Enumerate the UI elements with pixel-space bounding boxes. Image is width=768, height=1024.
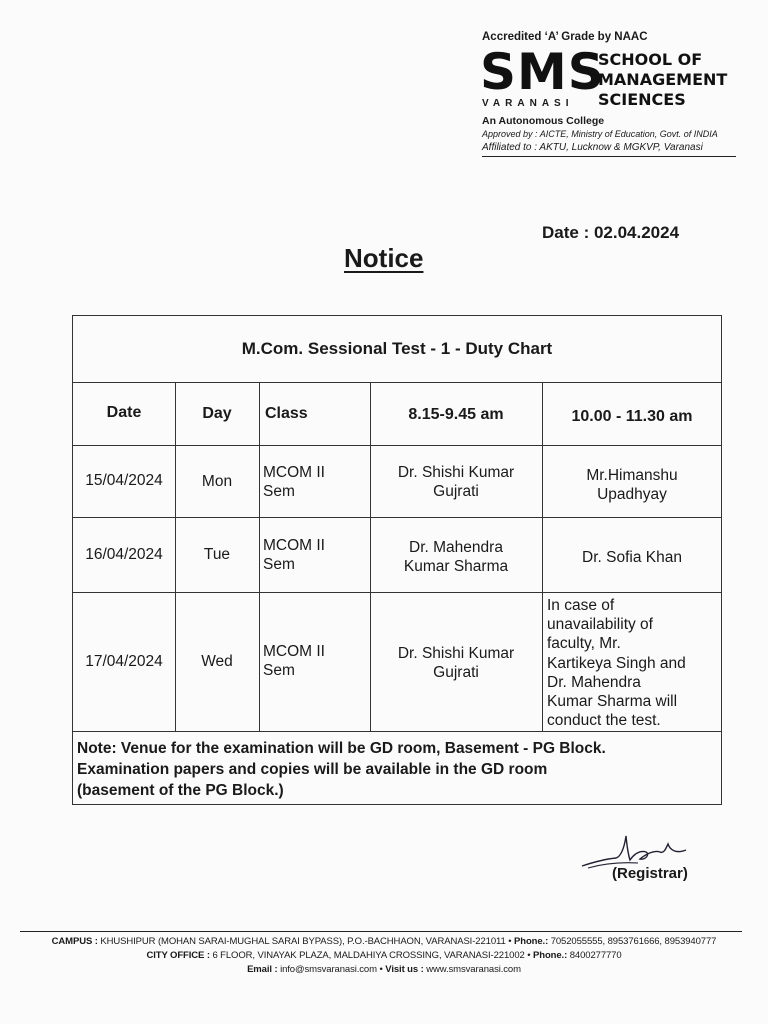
header-date: Date	[106, 404, 142, 421]
row2-slot1	[370, 538, 542, 576]
row1-slot1-line1: Dr. Shishi Kumar	[397, 464, 515, 481]
row3-slot2-line: Kartikeya Singh and	[547, 654, 686, 672]
row-divider	[73, 517, 721, 518]
footer-campus: CAMPUS : KHUSHIPUR (MOHAN SARAI-MUGHAL SARAI BYPASS), P.O.-BACHHAON, VARANASI-221011 • Phone.: 7052055555, 8953761666, 8953940777	[51, 936, 717, 947]
row2-slot1-line1: Dr. Mahendra	[409, 539, 503, 556]
website-label: Visit us :	[385, 964, 424, 975]
campus-address: KHUSHIPUR (MOHAN SARAI-MUGHAL SARAI BYPASS), P.O.-BACHHAON, VARANASI-221011	[100, 936, 506, 947]
logo-city: VARANASI	[482, 98, 574, 109]
row-divider	[73, 445, 721, 446]
campus-phone: 7052055555, 8953761666, 8953940777	[550, 936, 717, 947]
city-phone: 8400277770	[569, 950, 622, 961]
affiliated-text: Affiliated to : AKTU, Lucknow & MGKVP, Varanasi	[482, 142, 703, 153]
footer-city-office: CITY OFFICE : 6 FLOOR, VINAYAK PLAZA, MALDAHIYA CROSSING, VARANASI-221002 • Phone.: 8400277770	[146, 950, 622, 961]
row1-class-line1: MCOM II	[263, 464, 325, 481]
registrar-label: (Registrar)	[612, 865, 688, 882]
row2-class	[263, 536, 367, 574]
row3-class-line2: Sem	[263, 662, 295, 679]
row1-class	[263, 463, 367, 501]
row1-day: Mon	[201, 473, 233, 490]
school-name	[598, 50, 727, 110]
school-name-line1: SCHOOL OF	[598, 50, 703, 69]
note-line: Examination papers and copies will be available in the GD room	[77, 761, 548, 778]
footer-divider	[20, 931, 742, 932]
row3-slot2	[547, 596, 723, 730]
row1-slot1-line2: Gujrati	[433, 483, 479, 500]
row2-slot1-line2: Kumar Sharma	[403, 558, 509, 575]
campus-label: CAMPUS :	[51, 936, 98, 947]
note-line: Note: Venue for the examination will be GD room, Basement - PG Block.	[77, 740, 606, 757]
campus-phone-label: Phone.:	[514, 936, 549, 947]
row1-date: 15/04/2024	[85, 472, 163, 489]
approved-text: Approved by : AICTE, Ministry of Education, Govt. of INDIA	[482, 129, 718, 139]
row1-class-line2: Sem	[263, 483, 295, 500]
row-divider	[73, 731, 721, 732]
header-day: Day	[202, 405, 232, 422]
row3-slot2-line: conduct the test.	[547, 712, 661, 730]
website-link[interactable]: www.smsvaranasi.com	[426, 964, 521, 975]
header-divider	[482, 156, 736, 157]
row3-slot2-line: Kumar Sharma will	[547, 693, 678, 711]
row3-slot1-line2: Gujrati	[433, 664, 479, 681]
notice-date: Date : 02.04.2024	[542, 223, 680, 242]
row2-class-line2: Sem	[263, 556, 295, 573]
row3-slot2-line: faculty, Mr.	[547, 635, 621, 653]
table-title: M.Com. Sessional Test - 1 - Duty Chart	[73, 316, 721, 383]
row3-slot2-line: Dr. Mahendra	[547, 673, 641, 691]
row2-date: 16/04/2024	[85, 546, 163, 563]
column-divider	[259, 382, 260, 731]
city-office-label: CITY OFFICE :	[146, 950, 210, 961]
city-office-address: 6 FLOOR, VINAYAK PLAZA, MALDAHIYA CROSSING, VARANASI-221002	[212, 950, 525, 961]
row1-slot2-line1: Mr.Himanshu	[586, 467, 678, 484]
header-class: Class	[265, 405, 308, 422]
row3-class	[263, 642, 367, 680]
row3-slot2-line: unavailability of	[547, 616, 653, 634]
email-address[interactable]: info@smsvaranasi.com	[280, 964, 377, 975]
row2-class-line1: MCOM II	[263, 537, 325, 554]
row-divider	[73, 592, 721, 593]
row1-slot2-line2: Upadhyay	[597, 486, 667, 503]
logo-letters: SMS	[480, 43, 605, 101]
notice-heading: Notice	[344, 243, 424, 273]
row3-class-line1: MCOM II	[263, 643, 325, 660]
email-label: Email :	[247, 964, 278, 975]
school-name-line2: MANAGEMENT	[598, 70, 728, 89]
city-phone-label: Phone.:	[533, 950, 568, 961]
header-slot2: 10.00 - 11.30 am	[571, 408, 693, 425]
row1-slot2	[542, 466, 722, 504]
duty-chart-table	[72, 315, 722, 805]
sms-logo	[480, 43, 605, 109]
row1-slot1	[370, 463, 542, 501]
row2-slot2: Dr. Sofia Khan	[582, 549, 682, 566]
venue-note	[77, 738, 717, 801]
note-line: (basement of the PG Block.)	[77, 782, 284, 799]
row3-date: 17/04/2024	[85, 653, 163, 670]
row3-slot1-line1: Dr. Shishi Kumar	[397, 645, 515, 662]
autonomous-text: An Autonomous College	[482, 115, 605, 127]
footer-contact: Email : info@smsvaranasi.com • Visit us : www.smsvaranasi.com	[247, 964, 521, 975]
row3-slot1	[370, 644, 542, 682]
row2-day: Tue	[203, 546, 231, 563]
row3-day: Wed	[201, 653, 233, 670]
school-name-line3: SCIENCES	[598, 90, 686, 109]
header-slot1: 8.15-9.45 am	[408, 406, 504, 423]
accreditation-text: Accredited ‘A’ Grade by NAAC	[482, 31, 648, 43]
row3-slot2-line: In case of	[547, 597, 615, 614]
